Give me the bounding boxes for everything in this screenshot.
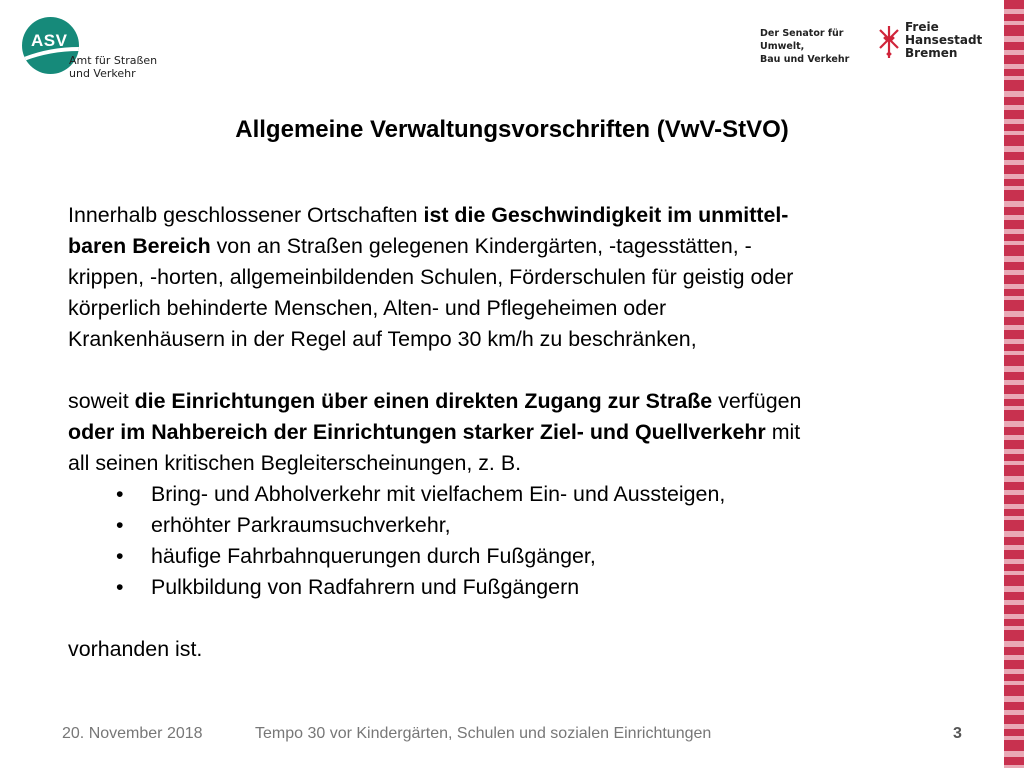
stripe-segment [1004, 229, 1024, 234]
stripe-segment [1004, 80, 1024, 91]
stripe-segment [1004, 97, 1024, 105]
stripe-segment [1004, 655, 1024, 660]
stripe-segment [1004, 575, 1024, 586]
senator-logo-text: Der Senator für Umwelt, Bau und Verkehr [760, 28, 850, 65]
stripe-segment [1004, 421, 1024, 427]
stripe-segment [1004, 520, 1024, 531]
bremen-logo-text: Freie Hansestadt Bremen [905, 20, 983, 60]
stripe-segment [1004, 9, 1024, 14]
stripe-segment [1004, 91, 1024, 97]
stripe-segment [1004, 270, 1024, 275]
stripe-segment [1004, 355, 1024, 366]
stripe-segment [1004, 366, 1024, 372]
paragraph-line: körperlich behinderte Menschen, Alten- und Pflegeheimen oder [68, 296, 667, 320]
page-number: 3 [953, 725, 962, 742]
stripe-segment [1004, 186, 1024, 190]
stripe-segment [1004, 715, 1024, 724]
stripe-segment [1004, 647, 1024, 655]
paragraph-line: Innerhalb geschlossener Ortschaften ist die Geschwindigkeit im unmittel- [68, 203, 789, 227]
stripe-segment [1004, 174, 1024, 179]
stripe-segment [1004, 160, 1024, 165]
stripe-segment [1004, 0, 1024, 9]
stripe-segment [1004, 220, 1024, 229]
stripe-segment [1004, 105, 1024, 110]
stripe-segment [1004, 495, 1024, 504]
stripe-segment [1004, 311, 1024, 317]
stripe-segment [1004, 399, 1024, 406]
bullet-icon: • [116, 513, 124, 537]
stripe-segment [1004, 724, 1024, 729]
stripe-segment [1004, 406, 1024, 410]
stripe-segment [1004, 215, 1024, 220]
stripe-segment [1004, 614, 1024, 619]
stripe-segment [1004, 592, 1024, 600]
stripe-segment [1004, 330, 1024, 339]
stripe-segment [1004, 710, 1024, 715]
stripe-segment [1004, 564, 1024, 571]
stripe-segment [1004, 394, 1024, 399]
slide-body [68, 200, 968, 665]
stripe-segment [1004, 435, 1024, 440]
stripe-segment [1004, 757, 1024, 765]
stripe-segment [1004, 740, 1024, 751]
stripe-segment [1004, 619, 1024, 626]
stripe-segment [1004, 76, 1024, 80]
stripe-segment [1004, 289, 1024, 296]
stripe-segment [1004, 476, 1024, 482]
stripe-segment [1004, 256, 1024, 262]
stripe-segment [1004, 490, 1024, 495]
spacer [68, 603, 968, 634]
stripe-segment [1004, 262, 1024, 270]
stripe-segment [1004, 385, 1024, 394]
stripe-segment [1004, 696, 1024, 702]
stripe-segment [1004, 482, 1024, 490]
stripe-segment [1004, 465, 1024, 476]
stripe-segment [1004, 504, 1024, 509]
stripe-segment [1004, 751, 1024, 757]
stripe-segment [1004, 559, 1024, 564]
stripe-segment [1004, 317, 1024, 325]
stripe-segment [1004, 630, 1024, 641]
stripe-segment [1004, 351, 1024, 355]
asv-logo [22, 17, 172, 82]
stripe-segment [1004, 380, 1024, 385]
stripe-segment [1004, 55, 1024, 64]
stripe-segment [1004, 461, 1024, 465]
stripe-segment [1004, 165, 1024, 174]
paragraph-line: krippen, -horten, allgemeinbildenden Schulen, Förderschulen für geistig oder [68, 265, 794, 289]
paragraph-line: Krankenhäusern in der Regel auf Tempo 30 km/h zu beschränken, [68, 327, 697, 351]
stripe-segment [1004, 449, 1024, 454]
stripe-segment [1004, 284, 1024, 289]
stripe-segment [1004, 729, 1024, 736]
stripe-segment [1004, 641, 1024, 647]
list-item: • Pulkbildung von Radfahrern und Fußgängern [68, 572, 968, 603]
stripe-segment [1004, 152, 1024, 160]
stripe-segment [1004, 372, 1024, 380]
bullet-icon: • [116, 482, 124, 506]
stripe-segment [1004, 685, 1024, 696]
paragraph-line: all seinen kritischen Begleiterscheinungen, z. B. [68, 451, 522, 475]
paragraph-line: soweit die Einrichtungen über einen direkten Zugang zur Straße verfügen [68, 389, 802, 413]
stripe-segment [1004, 296, 1024, 300]
stripe-segment [1004, 626, 1024, 630]
asv-abbreviation: ASV [31, 31, 68, 50]
stripe-segment [1004, 344, 1024, 351]
stripe-segment [1004, 42, 1024, 50]
stripe-segment [1004, 586, 1024, 592]
stripe-segment [1004, 146, 1024, 152]
stripe-segment [1004, 410, 1024, 421]
stripe-segment [1004, 550, 1024, 559]
stripe-segment [1004, 440, 1024, 449]
stripe-segment [1004, 605, 1024, 614]
closing-line: vorhanden ist. [68, 637, 203, 661]
stripe-segment [1004, 50, 1024, 55]
stripe-segment [1004, 681, 1024, 685]
stripe-segment [1004, 300, 1024, 311]
footer-date: 20. November 2018 [62, 725, 203, 742]
stripe-segment [1004, 201, 1024, 207]
stripe-segment [1004, 454, 1024, 461]
stripe-segment [1004, 245, 1024, 256]
stripe-segment [1004, 660, 1024, 669]
paragraph-line: baren Bereich von an Straßen gelegenen Kindergärten, -tagesstätten, - [68, 234, 752, 258]
stripe-segment [1004, 241, 1024, 245]
footer-title: Tempo 30 vor Kindergärten, Schulen und sozialen Einrichtungen [255, 725, 712, 742]
bremen-key-icon [874, 24, 904, 60]
bullet-icon: • [116, 544, 124, 568]
stripe-segment [1004, 14, 1024, 21]
stripe-segment [1004, 325, 1024, 330]
stripe-segment [1004, 69, 1024, 76]
stripe-segment [1004, 736, 1024, 740]
stripe-segment [1004, 509, 1024, 516]
stripe-segment [1004, 190, 1024, 201]
stripe-segment [1004, 179, 1024, 186]
asv-org-name: Amt für Straßen und Verkehr [69, 54, 158, 80]
spacer [68, 355, 968, 386]
stripe-segment [1004, 25, 1024, 36]
bullet-icon: • [116, 575, 124, 599]
list-item: • Bring- und Abholverkehr mit vielfachem Ein- und Aussteigen, [68, 479, 968, 510]
stripe-segment [1004, 516, 1024, 520]
stripe-segment [1004, 64, 1024, 69]
paragraph-line: oder im Nahbereich der Einrichtungen starker Ziel- und Quellverkehr mit [68, 420, 801, 444]
stripe-segment [1004, 674, 1024, 681]
stripe-segment [1004, 207, 1024, 215]
list-item: • erhöhter Parkraumsuchverkehr, [68, 510, 968, 541]
stripe-segment [1004, 36, 1024, 42]
stripe-segment [1004, 702, 1024, 710]
stripe-segment [1004, 531, 1024, 537]
stripe-segment [1004, 339, 1024, 344]
stripe-segment [1004, 600, 1024, 605]
stripe-segment [1004, 571, 1024, 575]
stripe-segment [1004, 21, 1024, 25]
stripe-segment [1004, 275, 1024, 284]
stripe-segment [1004, 537, 1024, 545]
stripe-segment [1004, 545, 1024, 550]
stripe-segment [1004, 427, 1024, 435]
bullet-list [68, 479, 968, 603]
list-item: • häufige Fahrbahnquerungen durch Fußgänger, [68, 541, 968, 572]
stripe-segment [1004, 234, 1024, 241]
stripe-segment [1004, 669, 1024, 674]
slide-title: Allgemeine Verwaltungsvorschriften (VwV-StVO) [235, 116, 789, 143]
